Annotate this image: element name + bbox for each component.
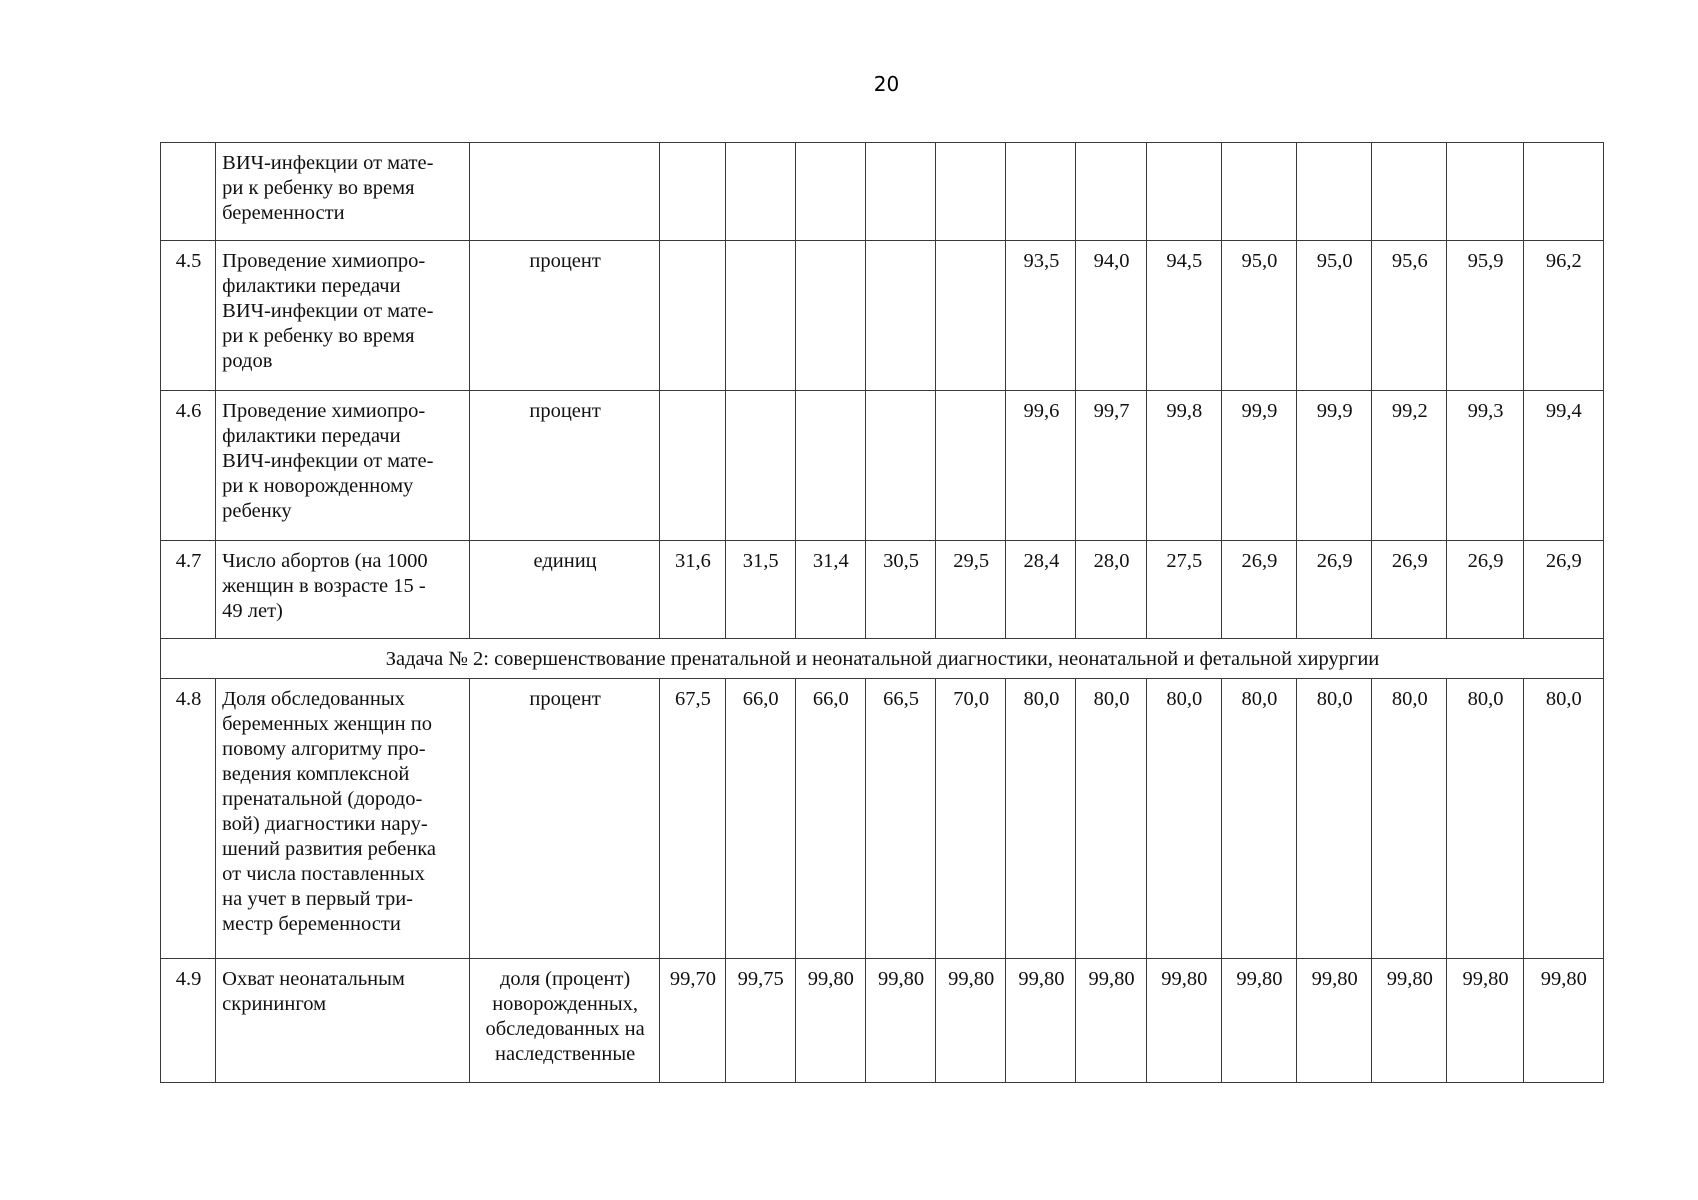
indicator-name: Проведение химиопро- филактики передачи ВИЧ-инфекции от мате- ри к ребенку во время родов	[216, 241, 470, 391]
value-cell: 99,8	[1146, 391, 1221, 541]
value-cell: 93,5	[1006, 241, 1076, 391]
row-number: 4.5	[161, 241, 216, 391]
row-number: 4.8	[161, 679, 216, 959]
value-cell: 99,80	[1076, 959, 1146, 1083]
row-number: 4.9	[161, 959, 216, 1083]
value-cell: 99,3	[1447, 391, 1523, 541]
task-section	[161, 639, 1604, 679]
value-cell: 94,0	[1076, 241, 1146, 391]
value-cell: 66,0	[725, 679, 795, 959]
value-cell: 96,2	[1523, 241, 1603, 391]
value-cell: 80,0	[1297, 679, 1372, 959]
task-heading: Задача № 2: совершенствование пренатальной и неонатальной диагностики, неонатальной и фетальной хирургии	[161, 639, 1604, 679]
page-number: 20	[873, 72, 900, 96]
value-cell: 99,80	[1221, 959, 1296, 1083]
value-cell: 80,0	[1372, 679, 1447, 959]
value-cell: 80,0	[1146, 679, 1221, 959]
value-cell	[1523, 143, 1603, 241]
value-cell: 99,80	[865, 959, 935, 1083]
value-cell: 30,5	[865, 541, 935, 639]
value-cell	[660, 391, 725, 541]
table-row	[161, 391, 1604, 541]
value-cell: 99,80	[1297, 959, 1372, 1083]
value-cell	[1372, 143, 1447, 241]
value-cell	[865, 143, 935, 241]
value-cell: 99,9	[1297, 391, 1372, 541]
value-cell: 99,80	[1146, 959, 1221, 1083]
value-cell: 31,4	[795, 541, 865, 639]
value-cell	[1297, 143, 1372, 241]
value-cell: 99,2	[1372, 391, 1447, 541]
value-cell: 26,9	[1221, 541, 1296, 639]
row-number: 4.6	[161, 391, 216, 541]
value-cell: 80,0	[1523, 679, 1603, 959]
value-cell: 67,5	[660, 679, 725, 959]
value-cell	[1006, 143, 1076, 241]
value-cell: 70,0	[936, 679, 1006, 959]
table-row	[161, 959, 1604, 1083]
table-body-top	[161, 143, 1604, 639]
value-cell: 80,0	[1076, 679, 1146, 959]
indicator-name: Доля обследованных беременных женщин по повому алгоритму про- ведения комплексной пренатальной (дородо- вой) диагностики нару- шений развития ребенка от числа поставленных на учет в первый три- местр беременности	[216, 679, 470, 959]
value-cell	[725, 391, 795, 541]
indicator-name: ВИЧ-инфекции от мате- ри к ребенку во время беременности	[216, 143, 470, 241]
value-cell	[795, 241, 865, 391]
task-row	[161, 639, 1604, 679]
value-cell: 99,4	[1523, 391, 1603, 541]
value-cell: 94,5	[1146, 241, 1221, 391]
value-cell: 99,75	[725, 959, 795, 1083]
value-cell: 29,5	[936, 541, 1006, 639]
value-cell: 26,9	[1447, 541, 1523, 639]
value-cell	[1146, 143, 1221, 241]
unit-cell: процент	[469, 679, 660, 959]
value-cell: 95,6	[1372, 241, 1447, 391]
indicator-name: Число абортов (на 1000 женщин в возрасте 15 - 49 лет)	[216, 541, 470, 639]
value-cell	[936, 143, 1006, 241]
table-body-bottom	[161, 679, 1604, 1083]
value-cell: 99,80	[936, 959, 1006, 1083]
table-row	[161, 541, 1604, 639]
value-cell	[725, 143, 795, 241]
value-cell	[936, 241, 1006, 391]
value-cell: 99,80	[1523, 959, 1603, 1083]
value-cell	[660, 143, 725, 241]
value-cell	[1447, 143, 1523, 241]
value-cell	[865, 391, 935, 541]
unit-cell: процент	[469, 241, 660, 391]
value-cell: 26,9	[1372, 541, 1447, 639]
table-row	[161, 241, 1604, 391]
value-cell: 26,9	[1523, 541, 1603, 639]
value-cell: 99,70	[660, 959, 725, 1083]
value-cell: 31,5	[725, 541, 795, 639]
unit-cell: доля (процент) новорожденных, обследованных на наследственные	[469, 959, 660, 1083]
value-cell: 28,0	[1076, 541, 1146, 639]
value-cell	[660, 241, 725, 391]
value-cell: 80,0	[1447, 679, 1523, 959]
value-cell: 99,80	[795, 959, 865, 1083]
value-cell: 95,0	[1221, 241, 1296, 391]
value-cell: 99,9	[1221, 391, 1296, 541]
value-cell: 95,9	[1447, 241, 1523, 391]
value-cell: 27,5	[1146, 541, 1221, 639]
unit-cell	[469, 143, 660, 241]
value-cell	[725, 241, 795, 391]
indicator-name: Проведение химиопро- филактики передачи ВИЧ-инфекции от мате- ри к новорожденному ребенку	[216, 391, 470, 541]
value-cell	[795, 391, 865, 541]
value-cell: 80,0	[1221, 679, 1296, 959]
value-cell: 99,80	[1447, 959, 1523, 1083]
value-cell: 99,6	[1006, 391, 1076, 541]
value-cell: 95,0	[1297, 241, 1372, 391]
value-cell: 99,80	[1372, 959, 1447, 1083]
value-cell: 66,0	[795, 679, 865, 959]
table-row	[161, 679, 1604, 959]
value-cell	[1221, 143, 1296, 241]
value-cell	[1076, 143, 1146, 241]
value-cell	[795, 143, 865, 241]
value-cell: 31,6	[660, 541, 725, 639]
row-number	[161, 143, 216, 241]
indicator-name: Охват неонатальным скринингом	[216, 959, 470, 1083]
value-cell: 80,0	[1006, 679, 1076, 959]
unit-cell: единиц	[469, 541, 660, 639]
value-cell	[865, 241, 935, 391]
value-cell: 99,80	[1006, 959, 1076, 1083]
row-number: 4.7	[161, 541, 216, 639]
value-cell: 99,7	[1076, 391, 1146, 541]
unit-cell: процент	[469, 391, 660, 541]
indicators-table	[160, 142, 1604, 1083]
value-cell: 66,5	[865, 679, 935, 959]
value-cell: 26,9	[1297, 541, 1372, 639]
value-cell	[936, 391, 1006, 541]
value-cell: 28,4	[1006, 541, 1076, 639]
table-row	[161, 143, 1604, 241]
